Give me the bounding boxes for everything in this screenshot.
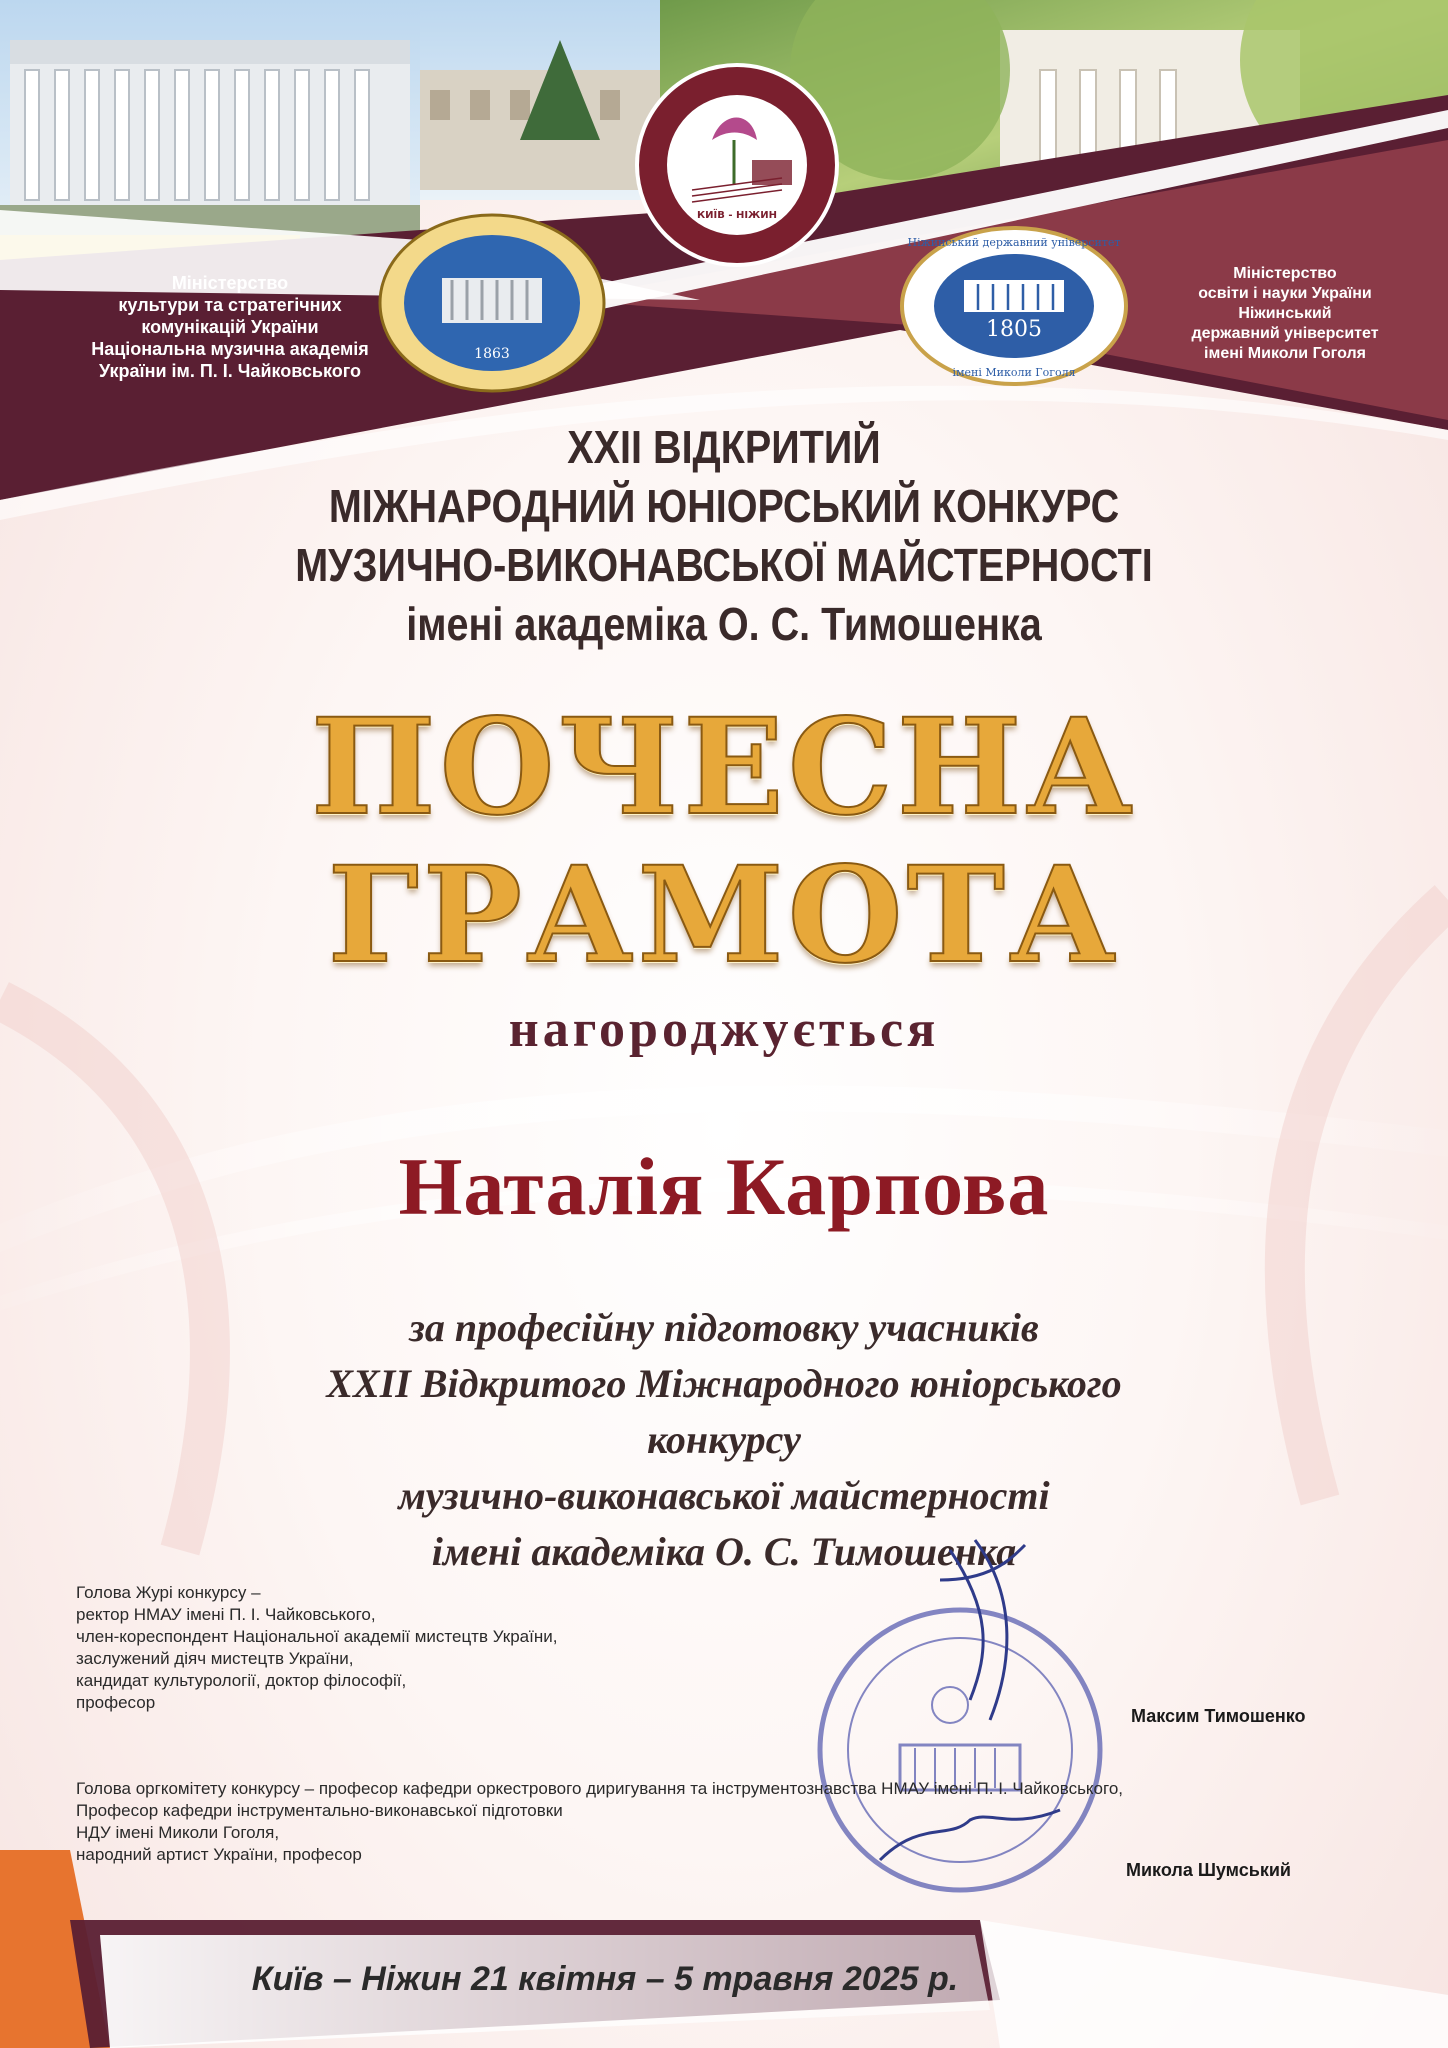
org-head-line: Професор кафедри інструментально-виконавської підготовки (76, 1801, 563, 1820)
reason-line: за професійну підготовку учасників (409, 1305, 1039, 1350)
competition-line: МУЗИЧНО-ВИКОНАВСЬКОЇ МАЙСТЕРНОСТІ (295, 539, 1153, 591)
org-left-line: Національна музична академія (91, 339, 369, 359)
place-and-date: Київ – Ніжин 21 квітня – 5 травня 2025 р. (251, 1960, 959, 1998)
reason-line: імені академіка О. С. Тимошенка (431, 1529, 1017, 1574)
org-right-line: імені Миколи Гоголя (1204, 345, 1366, 362)
org-right-line: Ніжинський (1238, 305, 1332, 322)
org-right-line: Міністерство (1233, 265, 1337, 282)
org-right-line: державний університет (1191, 325, 1379, 342)
competition-line: XXII ВІДКРИТИЙ (567, 421, 881, 473)
org-right-line: освіти і науки України (1198, 285, 1372, 302)
award-reason (0, 1300, 1448, 1580)
official-stamp (760, 1520, 1180, 1940)
org-left-line: Міністерство (171, 273, 289, 293)
reason-line: музично-виконавської майстерності (398, 1473, 1050, 1518)
seal-right-year: 1805 (986, 317, 1042, 342)
org-committee-head-credentials (76, 1778, 1336, 1866)
competition-title (101, 418, 1346, 654)
ministry-education-text (1145, 264, 1425, 364)
org-head-line: народний артист України, професор (76, 1845, 362, 1864)
recipient-name: Наталія Карпова (398, 1141, 1050, 1232)
chair-line: кандидат культурології, доктор філософії, (76, 1671, 407, 1690)
jury-chair-credentials (76, 1582, 696, 1714)
reason-line: XXII Відкритого Міжнародного юніорського (326, 1361, 1122, 1406)
ministry-culture-text (30, 272, 430, 382)
signature-chair (940, 1540, 1025, 1720)
chair-line: заслужений діяч мистецтв України, (76, 1649, 354, 1668)
seal-left-year: 1863 (474, 346, 510, 362)
emblem-city-text: КИЇВ - НІЖИН (696, 210, 778, 221)
certificate-title-line1: ПОЧЕСНА (310, 690, 1138, 845)
nizhyn-university-seal (898, 224, 1130, 388)
org-left-line: комунікацій України (141, 317, 319, 337)
org-committee-head-name: Микола Шумський (1126, 1860, 1291, 1880)
seal-right-top-text: Ніжинський державний університет (907, 236, 1121, 249)
org-head-line: НДУ імені Миколи Гоголя, (76, 1823, 280, 1842)
chair-line: Голова Журі конкурсу – (76, 1583, 261, 1602)
chair-line: член-кореспондент Національної академії мистецтв України, (76, 1627, 558, 1646)
org-left-line: України ім. П. І. Чайковського (99, 361, 361, 381)
certificate-title-line2: ГРАМОТА (327, 838, 1121, 993)
chair-line: ректор НМАУ імені П. І. Чайковського, (76, 1605, 376, 1624)
reason-line: конкурсу (647, 1417, 801, 1462)
competition-emblem (632, 60, 842, 270)
org-head-line: Голова оргкомітету конкурсу – професор кафедри оркестрового диригування та інструментознавства НМАУ імені П. І. Чайковського, (76, 1779, 1124, 1798)
seal-right-bottom-text: імені Миколи Гоголя (952, 366, 1076, 379)
jury-chair-name: Максим Тимошенко (1131, 1706, 1306, 1726)
competition-line: МІЖНАРОДНИЙ ЮНІОРСЬКИЙ КОНКУРС (328, 480, 1120, 532)
competition-line: імені академіка О. С. Тимошенка (406, 598, 1042, 650)
chair-line: професор (76, 1693, 156, 1712)
org-left-line: культури та стратегічних (118, 295, 342, 315)
awarded-label: нагороджується (508, 1001, 940, 1058)
